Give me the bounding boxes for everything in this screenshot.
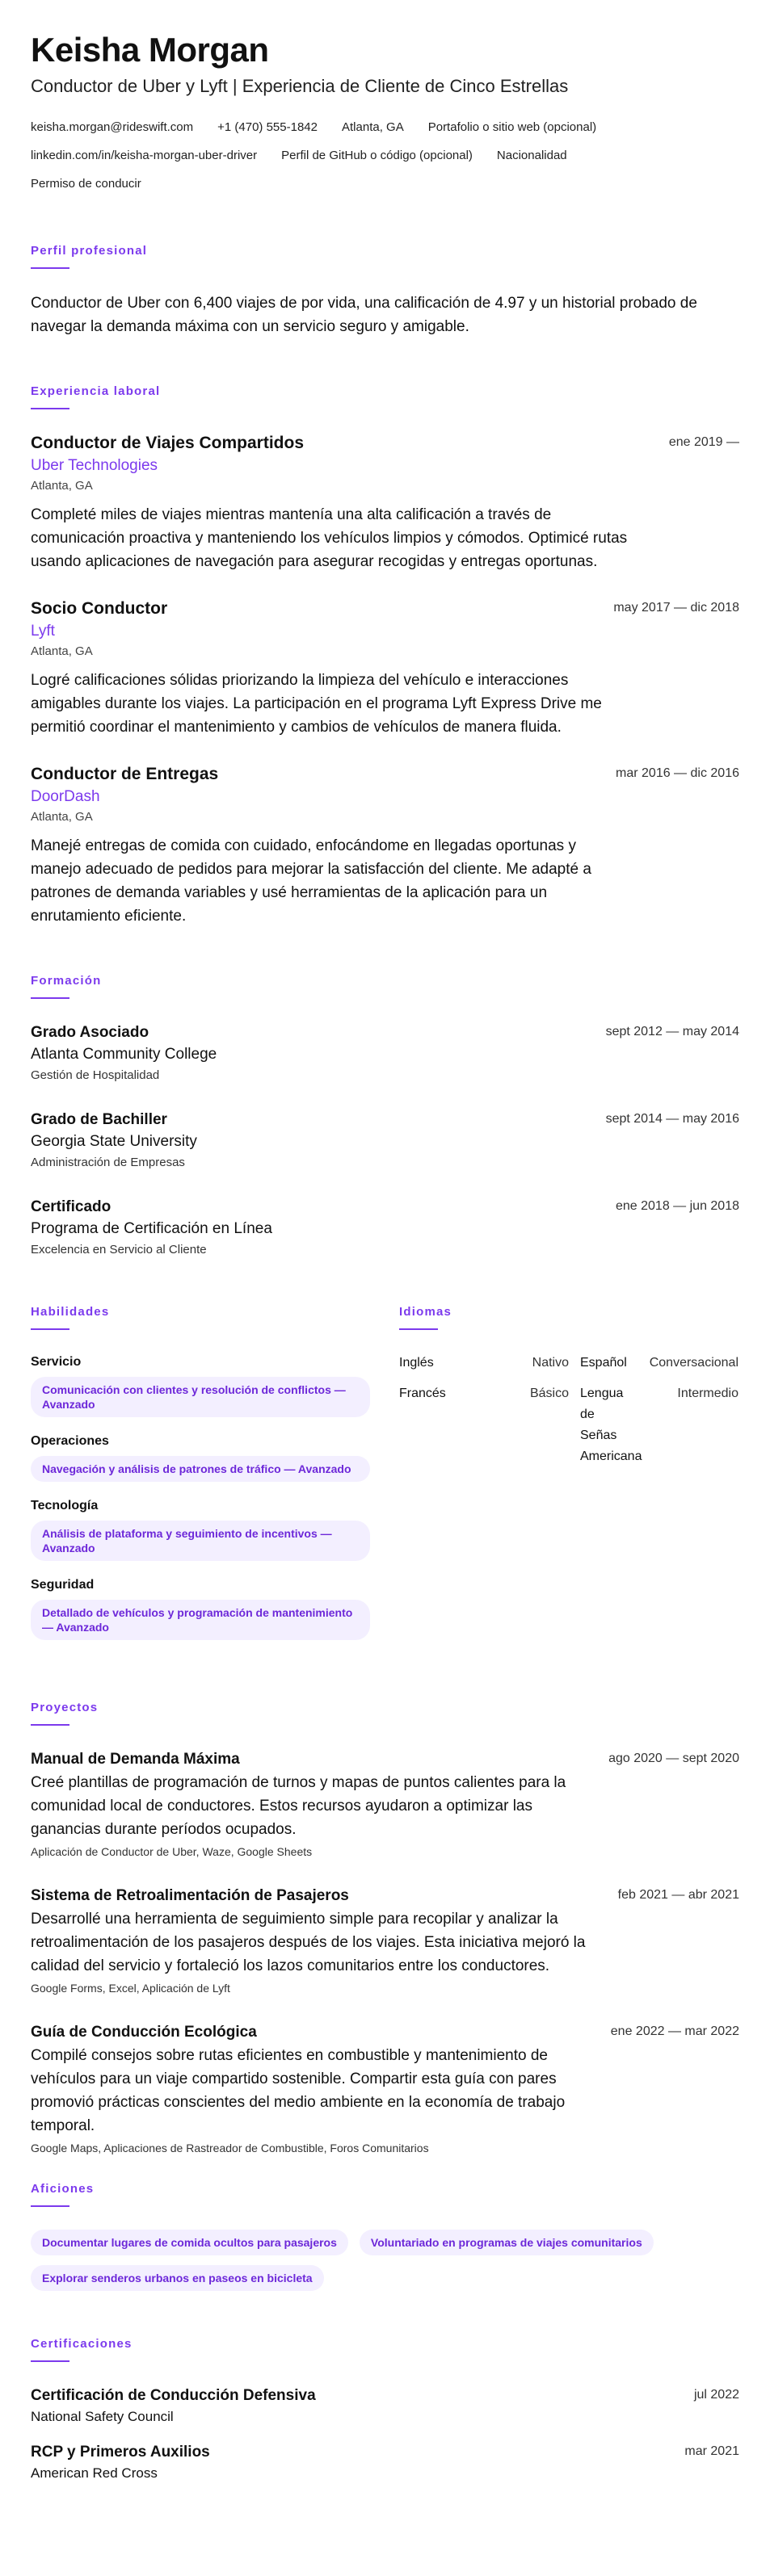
- contact-location: Atlanta, GA: [342, 120, 404, 134]
- project-description: Desarrollé una herramienta de seguimiento simple para recopilar y analizar la retroalimentación de los pasajeros después de los viajes. Esta iniciativa mejoró la calidad del servicio y fortaleció los lazos comunitarios entre los conductores.: [31, 1911, 586, 1974]
- projects-section: [31, 1700, 739, 2157]
- section-title: Certificaciones: [31, 2337, 133, 2351]
- job-company: Lyft: [31, 623, 55, 640]
- section-title: Idiomas: [399, 1305, 452, 1319]
- candidate-headline: Conductor de Uber y Lyft | Experiencia de Cliente de Cinco Estrellas: [31, 76, 569, 96]
- edu-dates: sept 2014 — may 2016: [605, 1112, 739, 1126]
- edu-dates: sept 2012 — may 2014: [605, 1025, 739, 1038]
- section-title: Formación: [31, 974, 102, 988]
- hobbies-section: [31, 2181, 739, 2301]
- certification-entry: [31, 2385, 739, 2427]
- language-level: Intermedio: [677, 1387, 738, 1400]
- languages-section: [399, 1304, 739, 1655]
- edu-field: Administración de Empresas: [31, 1156, 185, 1169]
- education-entry: [31, 1109, 739, 1172]
- section-title: Experiencia laboral: [31, 384, 161, 398]
- contact-linkedin[interactable]: linkedin.com/in/keisha-morgan-uber-driver: [31, 149, 258, 162]
- language-level: Conversacional: [649, 1356, 738, 1370]
- job-location: Atlanta, GA: [31, 644, 93, 658]
- skill-group: [31, 1432, 368, 1482]
- section-divider: [31, 1328, 69, 1330]
- job-title: Socio Conductor: [31, 599, 168, 618]
- education-section: [31, 973, 739, 1259]
- cert-issuer: National Safety Council: [31, 2409, 174, 2424]
- certification-entry: [31, 2441, 739, 2483]
- edu-degree: Grado de Bachiller: [31, 1111, 167, 1128]
- project-tech: Aplicación de Conductor de Uber, Waze, Google Sheets: [31, 1845, 313, 1858]
- cert-name: Certificación de Conducción Defensiva: [31, 2387, 316, 2404]
- job-dates: may 2017 — dic 2018: [613, 601, 739, 615]
- contact-license: Permiso de conducir: [31, 177, 141, 191]
- section-title: Perfil profesional: [31, 244, 148, 258]
- section-divider: [399, 1328, 438, 1330]
- project-entry: [31, 2021, 739, 2157]
- skills-section: [31, 1304, 368, 1655]
- project-tech: Google Forms, Excel, Aplicación de Lyft: [31, 1982, 230, 1995]
- edu-dates: ene 2018 — jun 2018: [615, 1199, 739, 1213]
- section-title: Aficiones: [31, 2182, 95, 2196]
- skill-category: Seguridad: [31, 1578, 95, 1592]
- experience-section: [31, 384, 739, 928]
- job-description: Completé miles de viajes mientras mantenía una alta calificación a través de comunicación proactiva y manteniendo los vehículos limpios y cómodos. Optimicé rutas usando aplicaciones de navegación para asegurar recogidas y entregas oportunas.: [31, 506, 628, 570]
- section-divider: [31, 408, 69, 409]
- language-level: Nativo: [532, 1356, 569, 1370]
- contact-email[interactable]: keisha.morgan@rideswift.com: [31, 120, 194, 134]
- project-tech: Google Maps, Aplicaciones de Rastreador de Combustible, Foros Comunitarios: [31, 2142, 429, 2154]
- skills-languages-row: [31, 1304, 739, 1655]
- language-name: Francés: [399, 1387, 446, 1400]
- edu-degree: Grado Asociado: [31, 1024, 149, 1041]
- section-divider: [31, 2360, 69, 2362]
- project-description: Creé plantillas de programación de turnos y mapas de puntos calientes para la comunidad local de conductores. Estos recursos ayudaron a optimizar las ganancias durante períodos ocupados.: [31, 1774, 566, 1838]
- edu-school: Georgia State University: [31, 1133, 197, 1150]
- job-title: Conductor de Viajes Compartidos: [31, 434, 304, 452]
- hobby-pill: Voluntariado en programas de viajes comunitarios: [360, 2230, 654, 2255]
- section-title: Proyectos: [31, 1701, 99, 1714]
- edu-degree: Certificado: [31, 1198, 112, 1215]
- cert-date: mar 2021: [684, 2444, 739, 2458]
- skill-pill: Detallado de vehículos y programación de mantenimiento — Avanzado: [31, 1600, 370, 1640]
- education-entry: [31, 1196, 739, 1259]
- job-location: Atlanta, GA: [31, 479, 93, 493]
- job-description: Logré calificaciones sólidas priorizando la limpieza del vehículo e interacciones amigables durante los viajes. La participación en el programa Lyft Express Drive me permitió coordinar el mantenimiento y cambios de vehículos de manera fluida.: [31, 672, 602, 736]
- cert-name: RCP y Primeros Auxilios: [31, 2444, 210, 2461]
- skill-category: Servicio: [31, 1355, 82, 1369]
- skill-pill: Análisis de plataforma y seguimiento de incentivos — Avanzado: [31, 1521, 370, 1561]
- language-name: Inglés: [399, 1356, 434, 1370]
- skill-group: [31, 1575, 368, 1640]
- project-description: Compilé consejos sobre rutas eficientes en combustible y mantenimiento de vehículos para un viaje compartido sostenible. Compartir esta guía con pares promovió prácticas conscientes del medio ambiente en la economía de trabajo temporal.: [31, 2047, 566, 2134]
- edu-school: Programa de Certificación en Línea: [31, 1220, 272, 1237]
- skill-pill: Comunicación con clientes y resolución de conflictos — Avanzado: [31, 1377, 370, 1417]
- skill-group: [31, 1496, 368, 1561]
- job-dates: mar 2016 — dic 2016: [616, 766, 739, 780]
- hobby-pill: Documentar lugares de comida ocultos para pasajeros: [31, 2230, 348, 2255]
- project-title: Manual de Demanda Máxima: [31, 1751, 240, 1768]
- project-entry: [31, 1748, 739, 1861]
- cert-date: jul 2022: [693, 2388, 739, 2402]
- summary-section: [31, 243, 739, 338]
- project-dates: ago 2020 — sept 2020: [608, 1752, 739, 1765]
- section-divider: [31, 997, 69, 999]
- project-dates: feb 2021 — abr 2021: [617, 1888, 739, 1902]
- section-divider: [31, 267, 69, 269]
- edu-field: Excelencia en Servicio al Cliente: [31, 1243, 207, 1257]
- project-dates: ene 2022 — mar 2022: [610, 2024, 739, 2038]
- language-name: Español: [580, 1356, 627, 1370]
- project-title: Guía de Conducción Ecológica: [31, 2024, 257, 2041]
- language-grid: [399, 1353, 739, 1467]
- candidate-name: Keisha Morgan: [31, 31, 269, 69]
- section-divider: [31, 1724, 69, 1726]
- job-company: DoorDash: [31, 788, 100, 805]
- edu-field: Gestión de Hospitalidad: [31, 1068, 160, 1082]
- skill-pill: Navegación y análisis de patrones de tráfico — Avanzado: [31, 1456, 370, 1482]
- section-title: Habilidades: [31, 1305, 110, 1319]
- job-title: Conductor de Entregas: [31, 765, 219, 783]
- contact-phone[interactable]: +1 (470) 555-1842: [217, 120, 318, 134]
- experience-entry: [31, 763, 739, 928]
- experience-entry: [31, 432, 739, 573]
- language-name: Lengua de Señas Americana: [580, 1387, 642, 1463]
- skill-category: Tecnología: [31, 1499, 99, 1512]
- contact-list: [31, 113, 693, 198]
- edu-school: Atlanta Community College: [31, 1046, 217, 1063]
- contact-portfolio[interactable]: Portafolio o sitio web (opcional): [427, 120, 597, 134]
- contact-nationality: Nacionalidad: [496, 149, 567, 162]
- summary-text: Conductor de Uber con 6,400 viajes de por vida, una calificación de 4.97 y un historial probado de navegar la demanda máxima con un servicio seguro y amigable.: [31, 295, 697, 335]
- contact-github[interactable]: Perfil de GitHub o código (opcional): [281, 149, 473, 162]
- job-dates: ene 2019 —: [668, 435, 739, 449]
- language-level: Básico: [529, 1387, 569, 1400]
- job-location: Atlanta, GA: [31, 810, 93, 824]
- hobby-list: [31, 2230, 709, 2301]
- skill-category: Operaciones: [31, 1434, 109, 1448]
- skill-group: [31, 1353, 368, 1417]
- experience-entry: [31, 598, 739, 739]
- project-title: Sistema de Retroalimentación de Pasajeros: [31, 1887, 349, 1904]
- cert-issuer: American Red Cross: [31, 2465, 158, 2481]
- job-company: Uber Technologies: [31, 457, 158, 474]
- education-entry: [31, 1022, 739, 1085]
- section-divider: [31, 2205, 69, 2207]
- project-entry: [31, 1885, 739, 1997]
- certifications-section: [31, 2336, 739, 2483]
- job-description: Manejé entregas de comida con cuidado, enfocándome en llegadas oportunas y manejo adecuado de pedidos para mejorar la satisfacción del cliente. Me adapté a patrones de demanda variables y usé herramientas de la aplicación para un enrutamiento eficiente.: [31, 837, 591, 925]
- hobby-pill: Explorar senderos urbanos en paseos en bicicleta: [31, 2265, 324, 2291]
